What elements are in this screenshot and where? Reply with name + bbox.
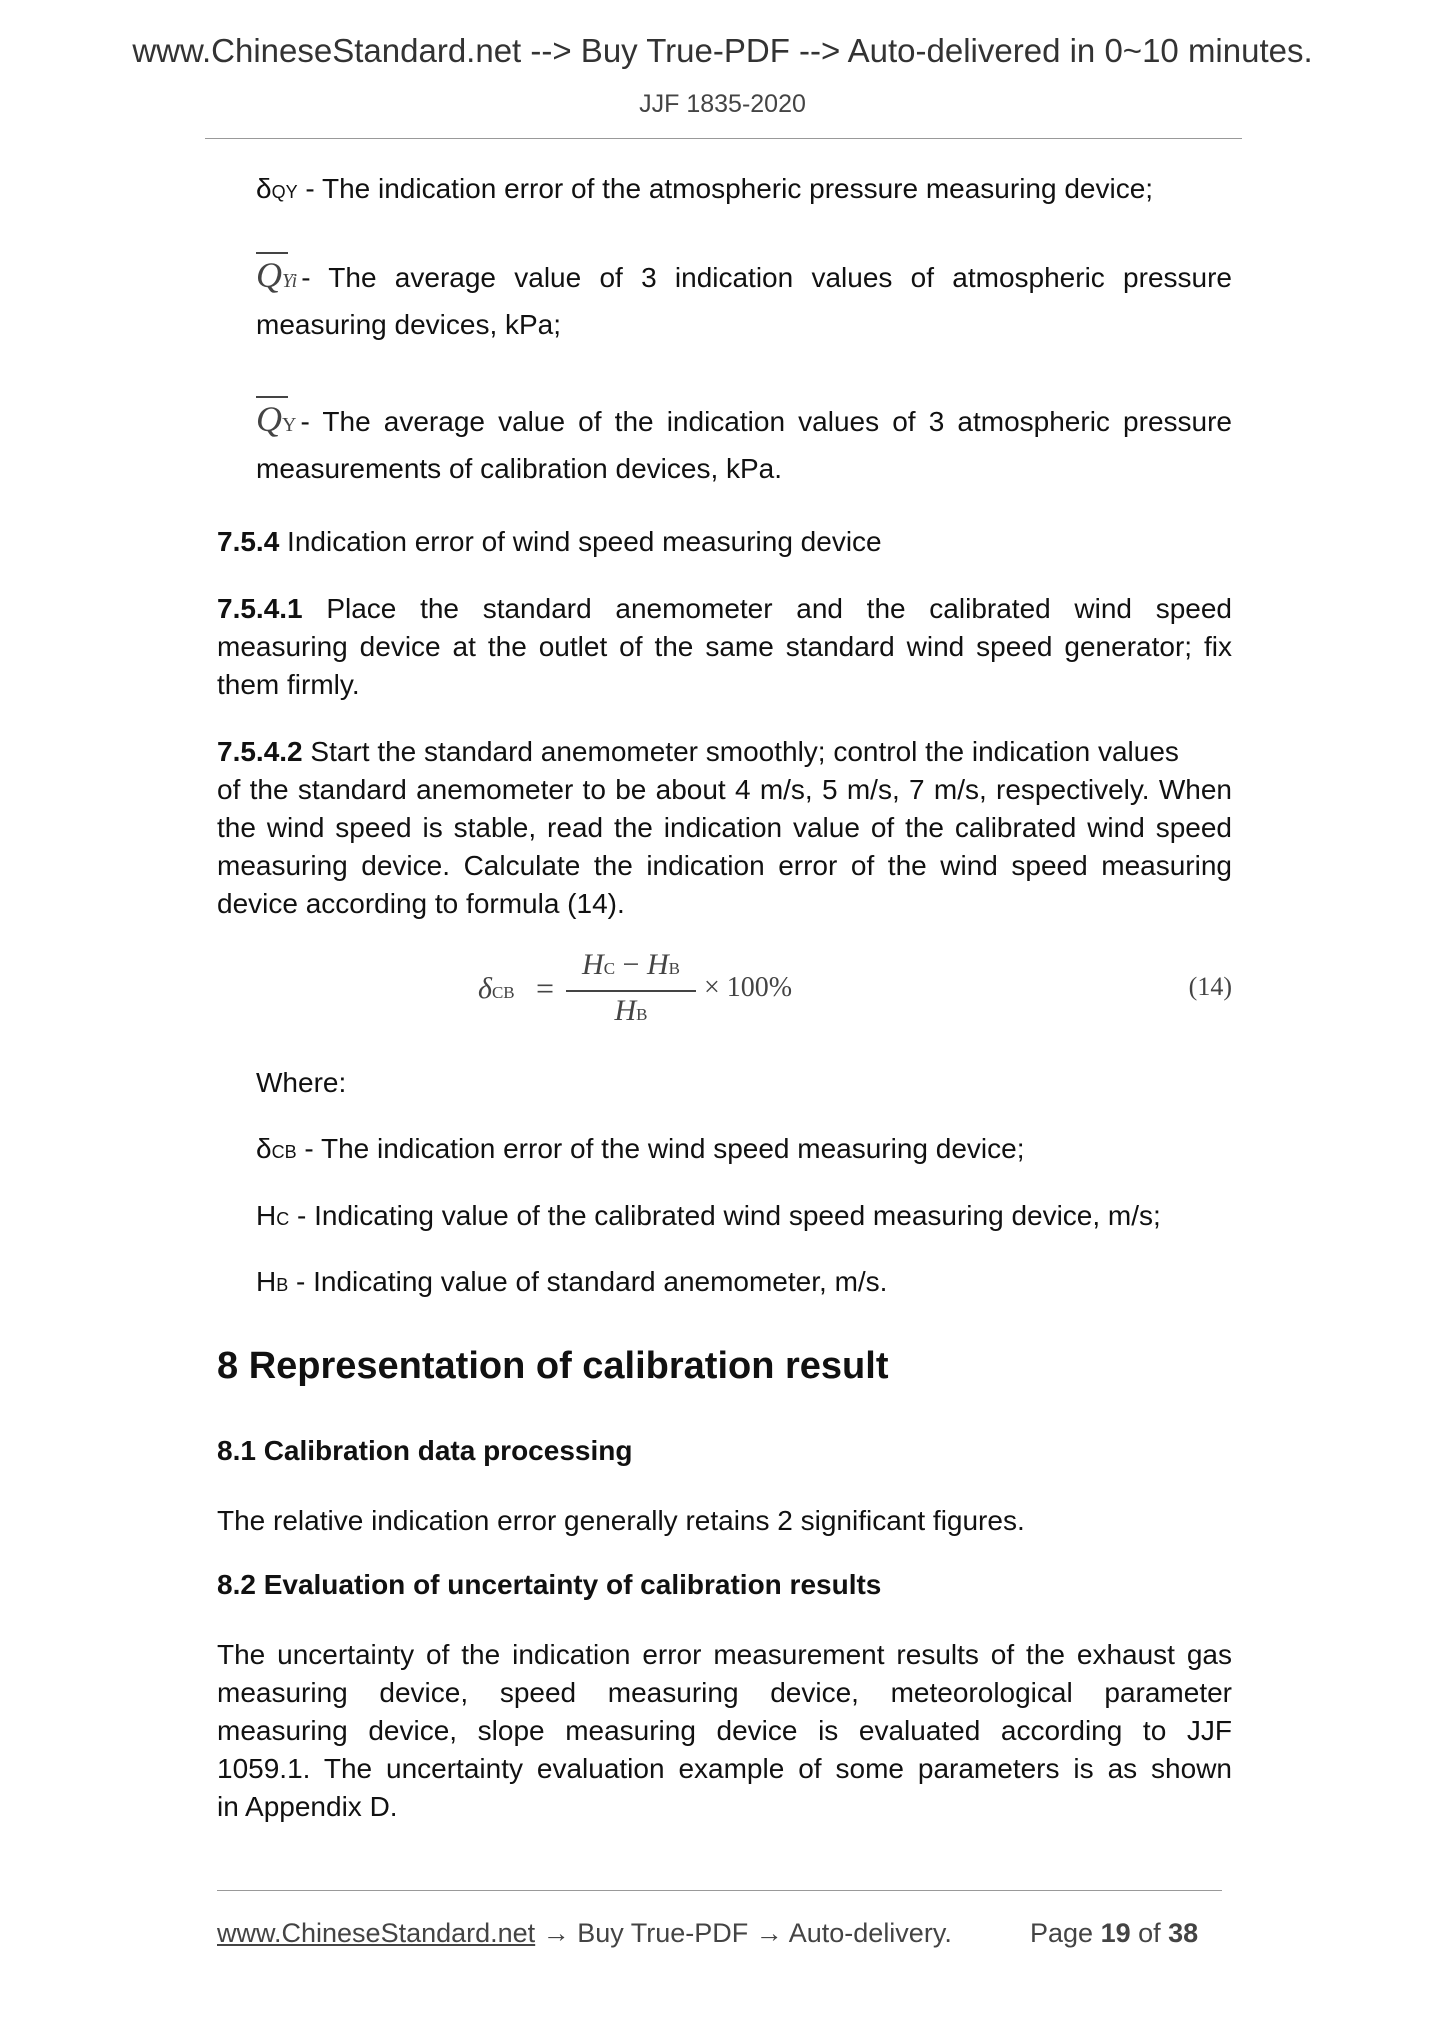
footer-site-link[interactable]: www.ChineseStandard.net bbox=[217, 1918, 536, 1948]
def-subscript: Yi bbox=[282, 270, 298, 292]
section-number: 7.5.4 bbox=[217, 526, 280, 557]
def-symbol: δ bbox=[256, 173, 272, 204]
section-title: Indication error of wind speed measuring device bbox=[279, 526, 882, 557]
section-8-1-heading: 8.1 Calibration data processing bbox=[217, 1435, 633, 1466]
def-text-line1: - The average value of 3 indication values of atmospheric pressure bbox=[301, 262, 1232, 293]
section-8-2-paragraph bbox=[217, 1636, 1232, 1826]
def-delta-qy bbox=[256, 170, 1153, 211]
paragraph-line: measuring device. Calculate the indication error of the wind speed measuring bbox=[217, 850, 1232, 881]
formula-denominator: HB bbox=[614, 994, 648, 1027]
paragraph-line: them firmly. bbox=[217, 669, 360, 700]
paragraph-line: The uncertainty of the indication error measurement results of the exhaust gas bbox=[217, 1639, 1232, 1670]
q-bar-symbol: Q bbox=[256, 256, 282, 294]
footer-rule bbox=[217, 1890, 1222, 1891]
paragraph-line: the wind speed is stable, read the indication value of the calibrated wind speed bbox=[217, 812, 1232, 843]
fraction-bar bbox=[566, 990, 696, 992]
section-8-1-text: The relative indication error generally retains 2 significant figures. bbox=[217, 1505, 1025, 1536]
section-number: 7.5.4.2 bbox=[217, 736, 303, 767]
def-q-yi bbox=[256, 256, 1232, 344]
paragraph-line: of the standard anemometer to be about 4 m/s, 5 m/s, 7 m/s, respectively. When bbox=[217, 774, 1232, 805]
section-8-heading: 8 Representation of calibration result bbox=[217, 1345, 889, 1387]
formula-equals: = bbox=[536, 970, 555, 1006]
formula-14 bbox=[478, 948, 1232, 1028]
formula-times-100: × 100% bbox=[704, 972, 793, 1003]
def-hb: HB - Indicating value of standard anemometer, m/s. bbox=[256, 1266, 888, 1297]
document-number: JJF 1835-2020 bbox=[639, 90, 806, 118]
def-q-y bbox=[256, 400, 1232, 488]
def-text-line2: measurements of calibration devices, kPa. bbox=[256, 453, 783, 484]
section-8-2-heading: 8.2 Evaluation of uncertainty of calibration results bbox=[217, 1569, 882, 1600]
paragraph-line: measuring device at the outlet of the same standard wind speed generator; fix bbox=[217, 631, 1232, 662]
section-7-5-4-1-paragraph bbox=[217, 590, 1232, 704]
paragraph-line: in Appendix D. bbox=[217, 1791, 398, 1822]
def-text: - The indication error of the atmospheric pressure measuring device; bbox=[297, 173, 1154, 204]
def-hc: HC - Indicating value of the calibrated wind speed measuring device, m/s; bbox=[256, 1200, 1161, 1231]
section-7-5-4-2-paragraph bbox=[217, 733, 1232, 923]
footer-tagline: → Buy True-PDF → Auto-delivery. bbox=[535, 1918, 952, 1948]
footer-left bbox=[217, 1918, 952, 1949]
def-text-line1: - The average value of the indication values of 3 atmospheric pressure bbox=[300, 406, 1232, 437]
def-text-line2: measuring devices, kPa; bbox=[256, 309, 562, 340]
paragraph-line: measuring device, slope measuring device is evaluated according to JJF bbox=[217, 1715, 1232, 1746]
q-bar-symbol: Q bbox=[256, 400, 282, 438]
def-subscript: QY bbox=[271, 182, 298, 202]
paragraph-line: 7.5.4.2 Start the standard anemometer smoothly; control the indication values bbox=[217, 736, 1179, 767]
header-banner: www.ChineseStandard.net --> Buy True-PDF --> Auto-delivered in 0~10 minutes. bbox=[132, 32, 1313, 69]
where-label: Where: bbox=[256, 1067, 347, 1098]
section-7-5-4-heading bbox=[217, 523, 882, 561]
footer-page-number: Page 19 of 38 bbox=[1030, 1918, 1199, 1948]
def-subscript: Y bbox=[282, 414, 297, 436]
paragraph-line: 1059.1. The uncertainty evaluation example of some parameters is as shown bbox=[217, 1753, 1232, 1784]
def-delta-cb: δCB - The indication error of the wind speed measuring device; bbox=[256, 1133, 1025, 1164]
formula-number: (14) bbox=[1188, 972, 1232, 1001]
formula-numerator: HC − HB bbox=[582, 948, 680, 981]
paragraph-line: device according to formula (14). bbox=[217, 888, 625, 919]
section-number: 7.5.4.1 bbox=[217, 593, 303, 624]
paragraph-line: measuring device, speed measuring device, meteorological parameter bbox=[217, 1677, 1232, 1708]
paragraph-line: 7.5.4.1 Place the standard anemometer and the calibrated wind speed bbox=[217, 593, 1232, 624]
header-rule bbox=[205, 138, 1242, 139]
formula-lhs: δCB bbox=[478, 972, 515, 1005]
